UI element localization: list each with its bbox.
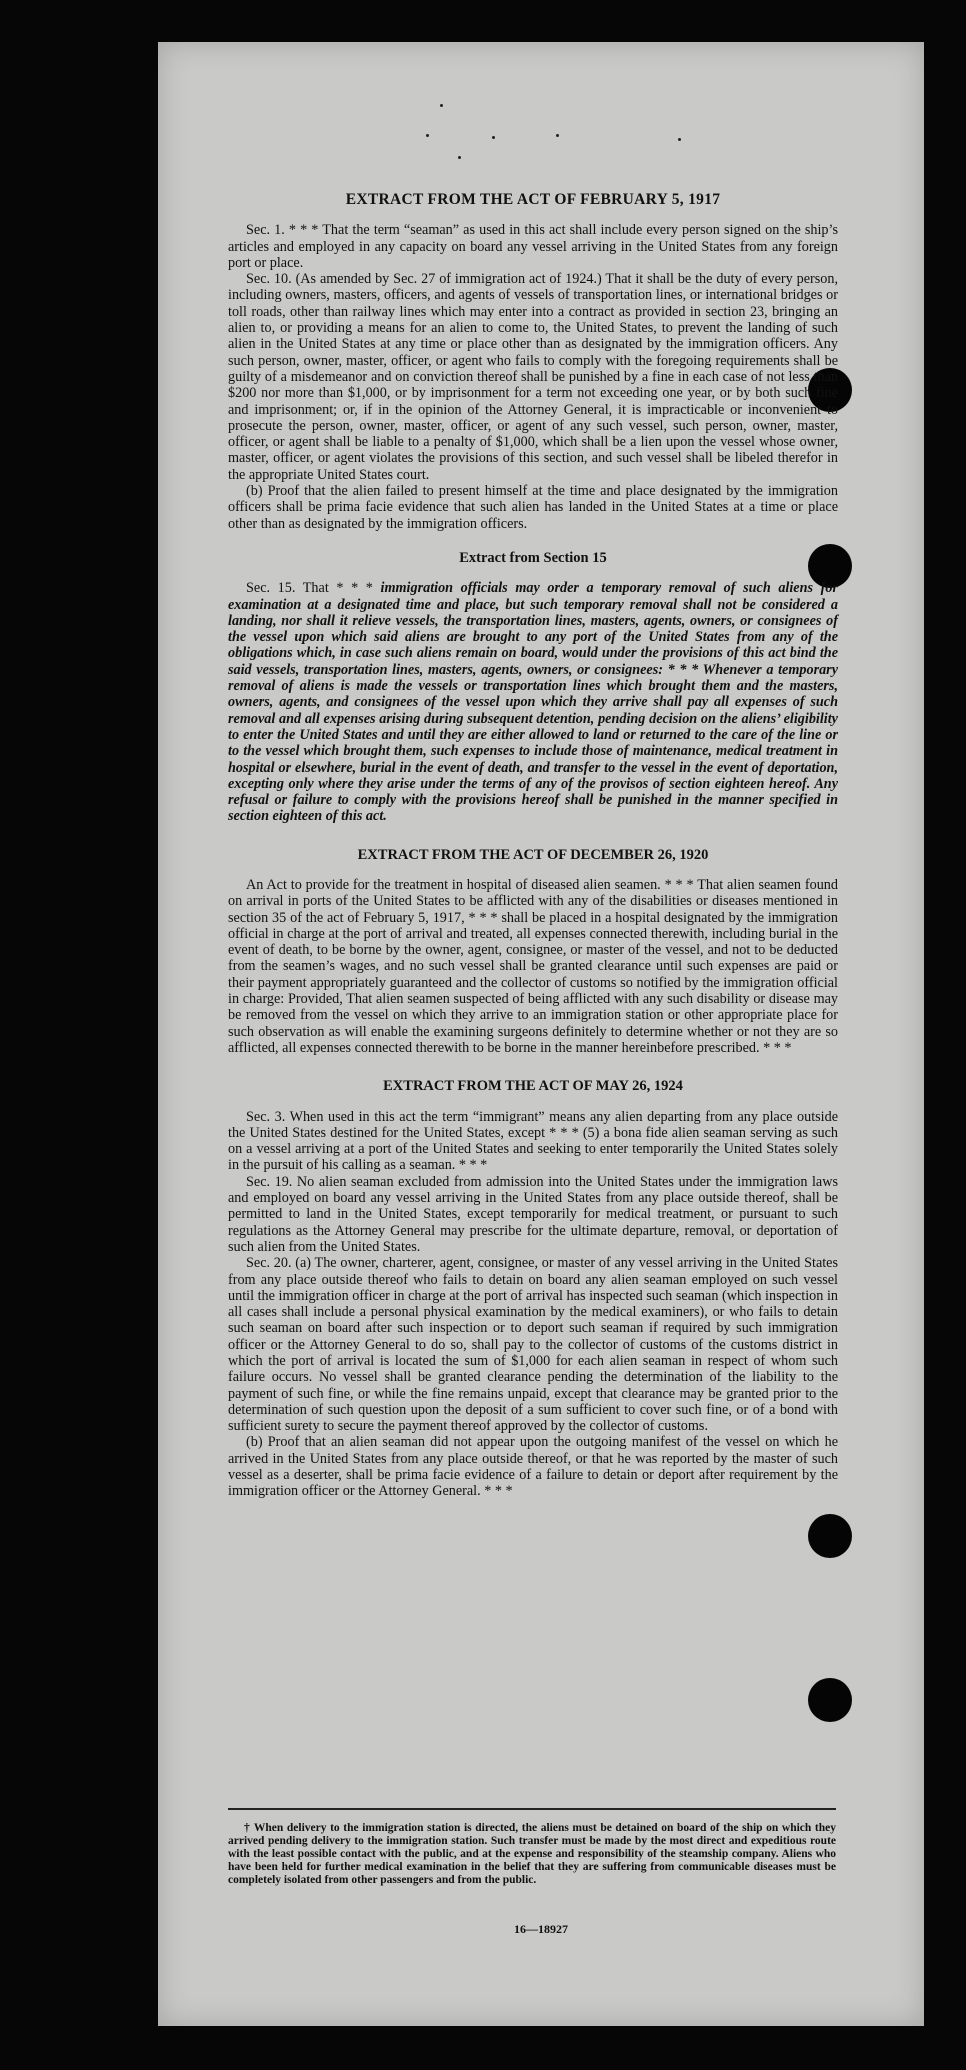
- paragraph-lead: Sec. 15. That * * *: [246, 580, 381, 597]
- footnote: † When delivery to the immigration station is directed, the aliens must be detained on board of the ship on which they arrived pending delivery to the immigration station. Such transfer must be made by the most direct and expeditious route with the least possible contact with the public, and at the expense and responsibility of the steamship company. Aliens who have been held for further medical examination in the belief that they are suffering from communicable diseases must be completely isolated from other passengers and from the public.: [228, 1822, 836, 1886]
- speck-mark: [492, 136, 495, 139]
- speck-mark: [458, 156, 461, 159]
- section-heading: EXTRACT FROM THE ACT OF DECEMBER 26, 1920: [357, 846, 709, 863]
- speck-mark: [678, 138, 681, 141]
- punch-hole: [808, 1678, 852, 1722]
- document-page: [158, 42, 924, 2026]
- form-number: 16—18927: [514, 1922, 568, 1936]
- document-body: [228, 192, 838, 1500]
- paragraph: Sec. 10. (As amended by Sec. 27 of immigration act of 1924.) That it shall be the duty of every person, including owners, masters, officers, and agents of vessels of transportation lines, or international bridges or toll roads, other than railway lines which may enter into a contract as provided in section 23, bringing an alien to, or providing a means for an alien to come to, the United States, to prevent the landing of such alien in the United States at any time or place other than as designated by the immigration officers. Any such person, owner, master, officer, or agent who fails to comply with the foregoing requirements shall be guilty of a misdemeanor and on conviction thereof shall be punished by a fine in each case of not less than $200 nor more than $1,000, or by imprisonment for a term not exceeding one year, or by both such fine and imprisonment; or, if in the opinion of the Attorney General, it is impracticable or inconvenient to prosecute the person, owner, master, officer, or agent of any such vessel, such person, owner, master, officer, or agent shall be liable to a penalty of $1,000, which shall be a lien upon the vessel whose owner, master, officer, or agent violates the provisions of this section, and such vessel shall be libeled therefor in the appropriate United States court.: [228, 271, 838, 483]
- paragraph: (b) Proof that an alien seaman did not appear upon the outgoing manifest of the vessel on which he arrived in the United States from any place outside thereof, or that he was reported by the master of such vessel as a deserter, shall be prima facie evidence of a failure to detain or deport after requirement by the immigration officer or the Attorney General. * * *: [228, 1434, 838, 1500]
- speck-mark: [440, 104, 443, 107]
- speck-mark: [556, 134, 559, 137]
- paragraph: Sec. 1. * * * That the term “seaman” as used in this act shall include every person signed on the ship’s articles and employed in any capacity on board any vessel arriving in the United States from any foreign port or place.: [228, 222, 838, 271]
- paragraph: An Act to provide for the treatment in hospital of diseased alien seamen. * * * That alien seamen found on arrival in ports of the United States to be afflicted with any of the disabilities or diseases mentioned in section 35 of the act of February 5, 1917, * * * shall be placed in a hospital designated by the immigration official in charge at the port of arrival and treated, all expenses connected therewith, including burial in the event of death, to be borne by the owner, agent, consignee, or master of the vessel, and not to be deducted from the seamen’s wages, and no such vessel shall be granted clearance until such expenses are paid or their payment appropriately guaranteed and the collector of customs so notified by the immigration official in charge: Provided, That alien seamen suspected of being afflicted with any such disability or disease may be removed from the vessel on which they arrive to an immigration station or other appropriate place for such observation as will enable the examining surgeons definitely to determine whether or not they are so afflicted, all expenses connected therewith to be borne in the manner hereinbefore prescribed. * * *: [228, 876, 838, 1056]
- speck-mark: [426, 134, 429, 137]
- section-heading: EXTRACT FROM THE ACT OF FEBRUARY 5, 1917: [345, 191, 721, 208]
- section-subheading: Extract from Section 15: [459, 549, 607, 566]
- italic-text: immigration officials may order a temporary removal of such aliens for examination at a designated time and place, but such temporary removal shall not be considered a landing, nor shall it relieve vessels, the transportation lines, masters, agents, owners, or consignees of the vessel upon which said aliens are brought to any port of the United States from any of the obligations which, in case such aliens remain on board, would under the provisions of this act bind the said vessels, transportation lines, masters, agents, owners, or consignees: * * * Whenever a temporary removal of aliens is made the vessels or transportation lines which brought them and the masters, owners, agents, and consignees of the vessel upon which they arrive shall pay all expenses of such removal and all expenses arising during subsequent detention, pending decision on the aliens’ eligibility to enter the United States and until they are either allowed to land or returned to the care of the line or to the vessel which brought them, such expenses to include those of maintenance, medical treatment in hospital or elsewhere, burial in the event of death, and transfer to the vessel in the event of deportation, excepting only where they arise under the terms of any of the provisos of section eighteen hereof. Any refusal or failure to comply with the provisions hereof shall be punished in the manner specified in section eighteen of this act.: [228, 580, 838, 825]
- paragraph: Sec. 20. (a) The owner, charterer, agent, consignee, or master of any vessel arriving in the United States from any place outside thereof who fails to detain on board any alien seaman employed on such vessel until the immigration officer in charge at the port of arrival has inspected such seaman (which inspection in all cases shall include a personal physical examination by the medical examiners), or who fails to detain such seaman on board after such inspection or to deport such seaman if required by such immigration officer or the Attorney General to do so, shall pay to the collector of customs of the customs district in which the port of arrival is located the sum of $1,000 for each alien seaman in respect of whom such failure occurs. No vessel shall be granted clearance pending the determination of the liability to the payment of such fine, or while the fine remains unpaid, except that clearance may be granted prior to the determination of such question upon the deposit of a sum sufficient to cover such fine, or of a bond with sufficient surety to secure the payment thereof approved by the collector of customs.: [228, 1255, 838, 1435]
- paragraph: Sec. 3. When used in this act the term “immigrant” means any alien departing from any place outside the United States destined for the United States, except * * * (5) a bona fide alien seaman serving as such on a vessel arriving at a port of the United States and seeking to enter temporarily the United States solely in the pursuit of his calling as a seaman. * * *: [228, 1108, 838, 1174]
- footnote-divider: [228, 1808, 836, 1810]
- paragraph: (b) Proof that the alien failed to present himself at the time and place designated by the immigration officers shall be prima facie evidence that such alien has landed in the United States at a time or place other than as designated by the immigration officers.: [228, 483, 838, 532]
- paragraph: Sec. 19. No alien seaman excluded from admission into the United States under the immigration laws and employed on board any vessel arriving in the United States from any place outside thereof, shall be permitted to land in the United States, except temporarily for medical treatment, or pursuant to such regulations as the Attorney General may prescribe for the ultimate departure, removal, or deportation of such alien from the United States.: [228, 1173, 838, 1255]
- section-heading: EXTRACT FROM THE ACT OF MAY 26, 1924: [383, 1078, 683, 1095]
- punch-hole: [808, 1514, 852, 1558]
- paragraph: [228, 580, 838, 824]
